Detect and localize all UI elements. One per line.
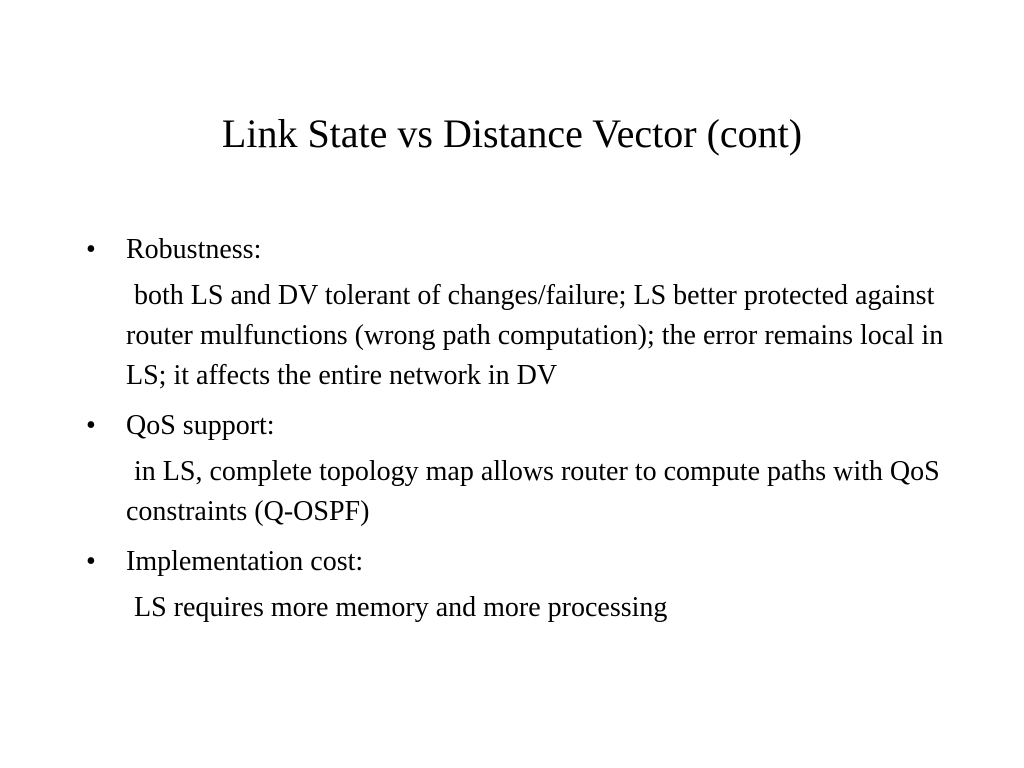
bullet-marker: • <box>86 410 96 441</box>
bullet-body: both LS and DV tolerant of changes/failure; LS better protected against router mulfunctions (wrong path computation); the error remains local in LS; it affects the entire network in DV <box>126 280 944 391</box>
bullet-heading: Implementation cost: <box>126 546 364 577</box>
bullet-item-implementation-cost <box>86 542 946 628</box>
bullet-item-robustness <box>86 230 946 396</box>
bullet-list <box>86 230 946 638</box>
bullet-marker: • <box>86 234 96 265</box>
bullet-item-qos-support <box>86 406 946 532</box>
bullet-body: LS requires more memory and more processing <box>134 592 668 623</box>
bullet-heading: Robustness: <box>126 234 262 265</box>
bullet-marker: • <box>86 546 96 577</box>
slide-title: Link State vs Distance Vector (cont) <box>221 111 803 156</box>
bullet-heading: QoS support: <box>126 410 275 441</box>
bullet-body: in LS, complete topology map allows router to compute paths with QoS constraints (Q-OSPF) <box>126 456 940 527</box>
